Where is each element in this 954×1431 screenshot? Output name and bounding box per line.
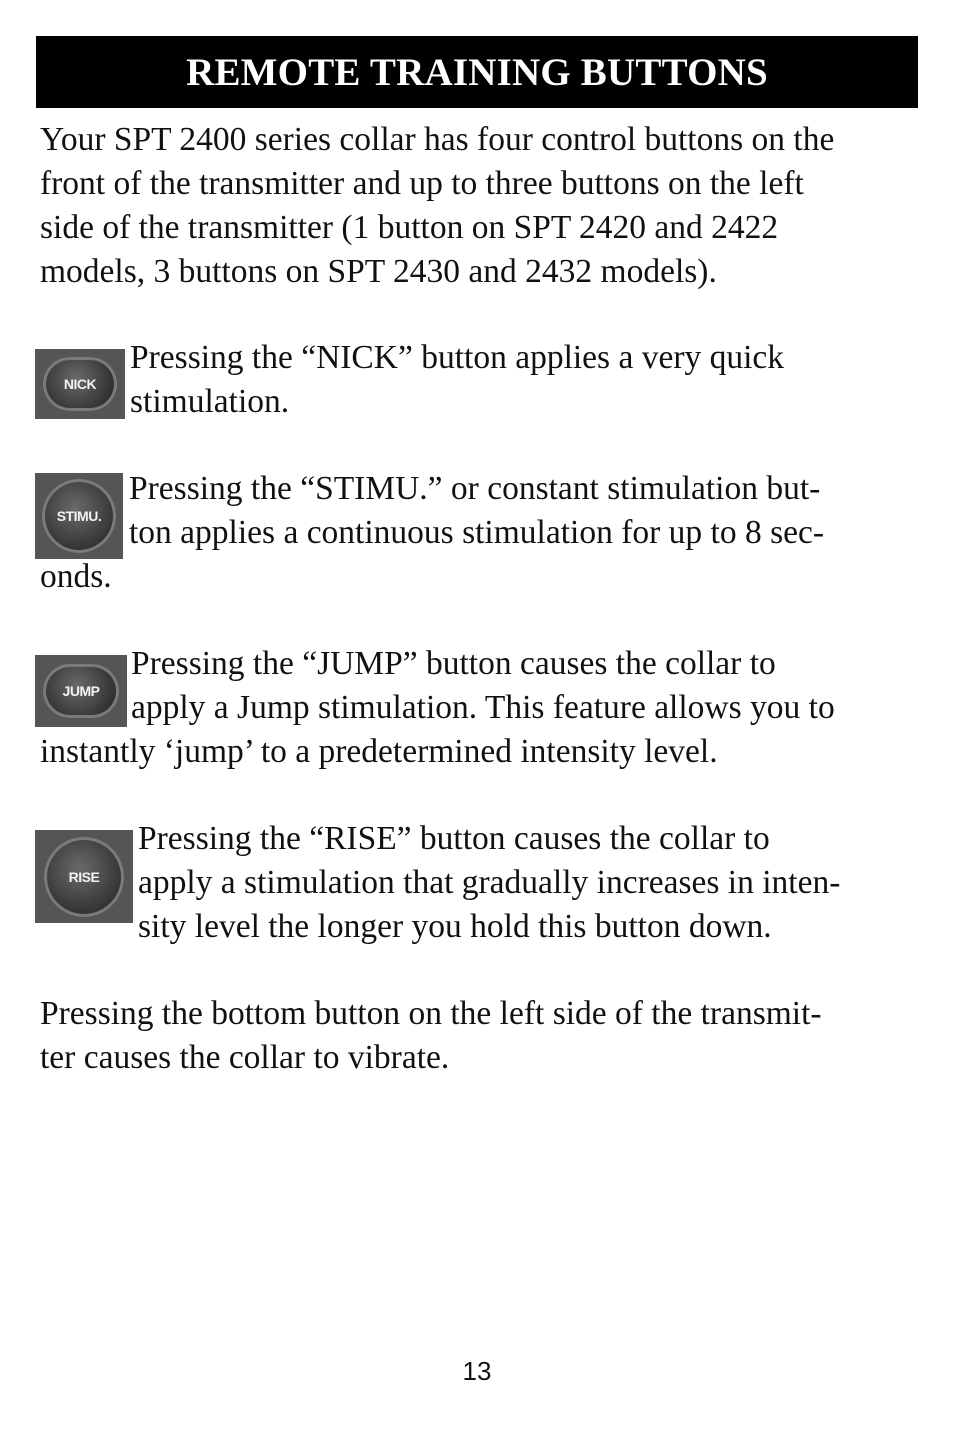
text-line: Your SPT 2400 series collar has four control buttons on the <box>40 121 835 158</box>
text-line: Pressing the “JUMP” button causes the collar to <box>131 645 776 682</box>
text-line: apply a stimulation that gradually increases in inten- <box>138 864 841 901</box>
text-line: Pressing the “NICK” button applies a very quick <box>130 339 785 376</box>
stimu-icon-label: STIMU. <box>56 508 102 524</box>
vibrate-paragraph <box>40 992 925 1080</box>
text-line: ter causes the collar to vibrate. <box>40 1039 450 1076</box>
text-line: apply a Jump stimulation. This feature allows you to <box>131 689 835 726</box>
text-line: ton applies a continuous stimulation for up to 8 sec- <box>129 514 825 551</box>
nick-icon-label: NICK <box>63 376 97 392</box>
text-line: side of the transmitter (1 button on SPT 2420 and 2422 <box>40 209 779 246</box>
rise-description <box>138 817 928 949</box>
section-header <box>36 36 918 108</box>
intro-paragraph <box>40 118 925 294</box>
rise-icon-label: RISE <box>68 868 100 885</box>
nick-description <box>130 336 920 424</box>
stimu-description <box>40 467 925 599</box>
page-number: 13 <box>462 1356 492 1386</box>
text-line: onds. <box>40 558 112 595</box>
page-title: REMOTE TRAINING BUTTONS <box>186 50 768 94</box>
text-line: instantly ‘jump’ to a predetermined intensity level. <box>40 733 718 770</box>
text-line: Pressing the “RISE” button causes the collar to <box>138 820 770 857</box>
nick-button-icon <box>35 349 125 419</box>
text-line: models, 3 buttons on SPT 2430 and 2432 models). <box>40 253 717 290</box>
text-line: Pressing the bottom button on the left side of the transmit- <box>40 995 822 1032</box>
jump-description <box>40 642 925 774</box>
text-line: front of the transmitter and up to three buttons on the left <box>40 165 804 202</box>
text-line: Pressing the “STIMU.” or constant stimulation but- <box>129 470 821 507</box>
jump-icon-label: JUMP <box>62 683 100 699</box>
text-line: sity level the longer you hold this button down. <box>138 908 772 945</box>
rise-button-icon <box>35 830 133 923</box>
text-line: stimulation. <box>130 383 290 420</box>
